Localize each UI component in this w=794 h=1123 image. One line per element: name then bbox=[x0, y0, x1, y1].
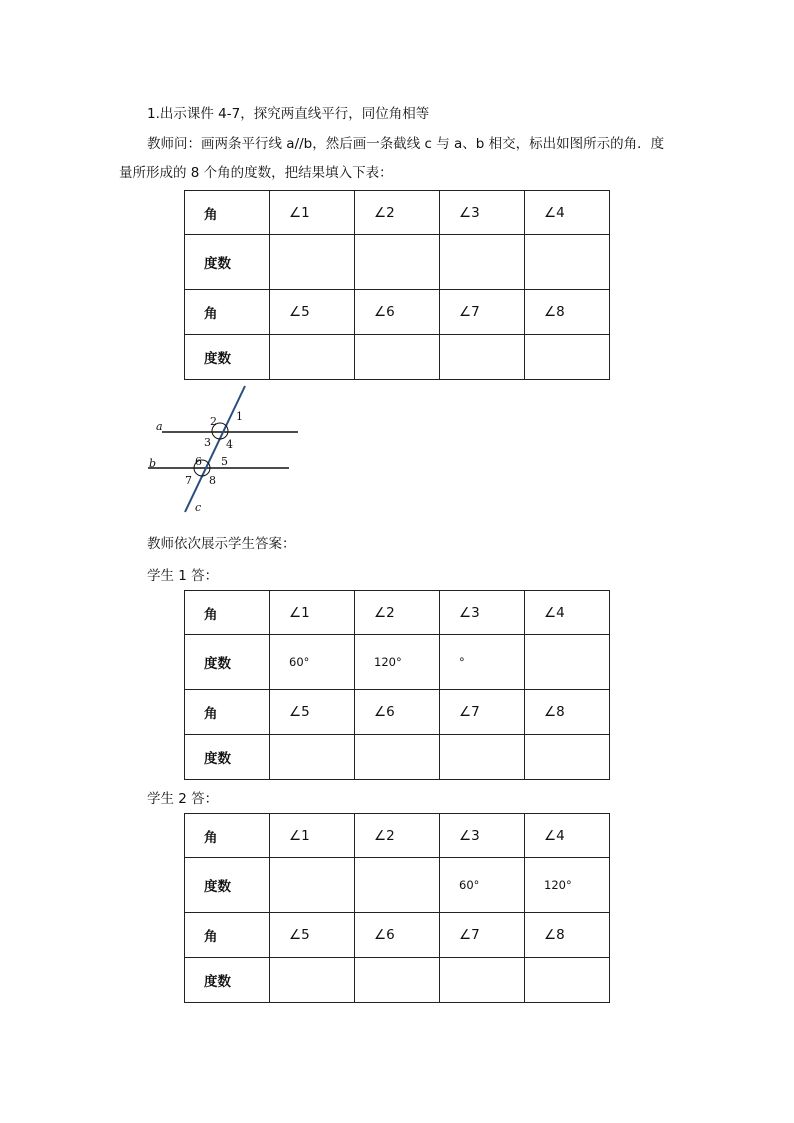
header-degree: 度数 bbox=[185, 735, 270, 780]
angle-5: ∠5 bbox=[270, 290, 355, 335]
label-c: c bbox=[195, 501, 202, 514]
header-degree: 度数 bbox=[185, 958, 270, 1003]
header-angle: 角 bbox=[185, 191, 270, 235]
angle-table-student1 bbox=[184, 590, 610, 780]
angle-8: ∠8 bbox=[525, 690, 610, 735]
degree-value: 60° bbox=[270, 635, 355, 690]
degree-value bbox=[355, 858, 440, 913]
angle-8: ∠8 bbox=[525, 290, 610, 335]
para-show-answers: 教师依次展示学生答案： bbox=[147, 536, 296, 552]
angle-3: ∠3 bbox=[440, 814, 525, 858]
label-b: b bbox=[149, 457, 157, 470]
degree-value: 120° bbox=[525, 858, 610, 913]
angle-1: ∠1 bbox=[270, 591, 355, 635]
angle-6: ∠6 bbox=[355, 290, 440, 335]
degree-cell bbox=[355, 335, 440, 380]
table-row bbox=[185, 735, 610, 780]
table-row bbox=[185, 591, 610, 635]
degree-cell bbox=[355, 235, 440, 290]
degree-value: 60° bbox=[440, 858, 525, 913]
angle-4: ∠4 bbox=[525, 814, 610, 858]
header-angle: 角 bbox=[185, 290, 270, 335]
angle-table-blank bbox=[184, 190, 610, 380]
angle-label-8: 8 bbox=[209, 474, 216, 487]
degree-cell bbox=[270, 958, 355, 1003]
angle-6: ∠6 bbox=[355, 913, 440, 958]
degree-cell bbox=[525, 735, 610, 780]
degree-cell bbox=[355, 958, 440, 1003]
degree-value bbox=[270, 858, 355, 913]
degree-cell bbox=[525, 235, 610, 290]
para-intro: 1.出示课件 4-7，探究两直线平行，同位角相等 bbox=[147, 106, 430, 122]
parallel-lines-figure bbox=[140, 380, 320, 520]
table-row bbox=[185, 191, 610, 235]
angle-1: ∠1 bbox=[270, 191, 355, 235]
degree-cell bbox=[270, 235, 355, 290]
table-row bbox=[185, 635, 610, 690]
degree-cell bbox=[270, 735, 355, 780]
table-row bbox=[185, 814, 610, 858]
degree-value bbox=[525, 635, 610, 690]
header-degree: 度数 bbox=[185, 235, 270, 290]
degree-cell bbox=[440, 235, 525, 290]
angle-5: ∠5 bbox=[270, 913, 355, 958]
angle-label-5: 5 bbox=[221, 455, 228, 468]
para-question-line2: 量所形成的 8 个角的度数，把结果填入下表： bbox=[119, 165, 393, 181]
degree-cell bbox=[525, 958, 610, 1003]
table-row bbox=[185, 690, 610, 735]
line-c bbox=[185, 386, 245, 512]
angle-7: ∠7 bbox=[440, 913, 525, 958]
angle-2: ∠2 bbox=[355, 814, 440, 858]
header-degree: 度数 bbox=[185, 335, 270, 380]
angle-label-4: 4 bbox=[226, 438, 233, 451]
angle-1: ∠1 bbox=[270, 814, 355, 858]
angle-5: ∠5 bbox=[270, 690, 355, 735]
table-row bbox=[185, 858, 610, 913]
table-row bbox=[185, 290, 610, 335]
student1-label: 学生 1 答： bbox=[147, 568, 219, 584]
degree-cell bbox=[355, 735, 440, 780]
angle-6: ∠6 bbox=[355, 690, 440, 735]
table-row bbox=[185, 335, 610, 380]
student2-label: 学生 2 答： bbox=[147, 791, 219, 807]
angle-4: ∠4 bbox=[525, 591, 610, 635]
angle-label-2: 2 bbox=[210, 415, 217, 428]
degree-cell bbox=[525, 335, 610, 380]
degree-value: ° bbox=[440, 635, 525, 690]
angle-8: ∠8 bbox=[525, 913, 610, 958]
angle-2: ∠2 bbox=[355, 591, 440, 635]
table-row bbox=[185, 235, 610, 290]
degree-cell bbox=[440, 735, 525, 780]
degree-cell bbox=[270, 335, 355, 380]
angle-label-1: 1 bbox=[236, 410, 243, 423]
label-a: a bbox=[156, 420, 163, 433]
degree-cell bbox=[440, 335, 525, 380]
angle-4: ∠4 bbox=[525, 191, 610, 235]
header-angle: 角 bbox=[185, 591, 270, 635]
header-degree: 度数 bbox=[185, 635, 270, 690]
header-angle: 角 bbox=[185, 690, 270, 735]
degree-value: 120° bbox=[355, 635, 440, 690]
angle-label-3: 3 bbox=[204, 436, 211, 449]
angle-label-7: 7 bbox=[185, 474, 192, 487]
table-row bbox=[185, 958, 610, 1003]
angle-table-student2 bbox=[184, 813, 610, 1003]
header-angle: 角 bbox=[185, 913, 270, 958]
angle-label-6: 6 bbox=[195, 455, 202, 468]
para-question-line1: 教师问：画两条平行线 a//b，然后画一条截线 c 与 a、b 相交，标出如图所示的角．度 bbox=[147, 136, 665, 152]
angle-2: ∠2 bbox=[355, 191, 440, 235]
degree-cell bbox=[440, 958, 525, 1003]
angle-3: ∠3 bbox=[440, 191, 525, 235]
angle-3: ∠3 bbox=[440, 591, 525, 635]
header-angle: 角 bbox=[185, 814, 270, 858]
header-degree: 度数 bbox=[185, 858, 270, 913]
table-row bbox=[185, 913, 610, 958]
angle-7: ∠7 bbox=[440, 690, 525, 735]
angle-7: ∠7 bbox=[440, 290, 525, 335]
